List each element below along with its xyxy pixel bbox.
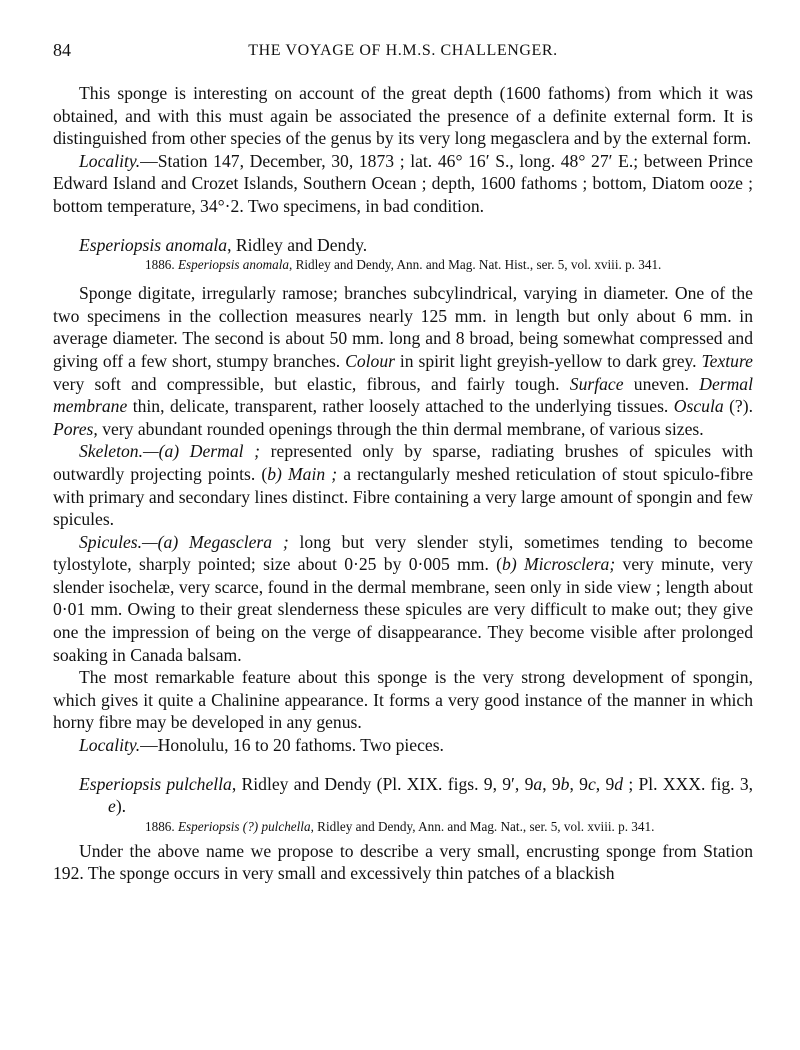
anomala-description: [53, 282, 753, 440]
megasclera-text: long but very slender styli, sometimes tending to become tylostylote, sharply pointed; size about 0·25 by 0·005 mm. (: [53, 531, 753, 575]
skeleton-main-text: a rectangularly meshed reticulation of stout spiculo-fibre with primary and secondary lines distinct. Fibre containing a very large amount of spongin and few spicules.: [53, 463, 754, 530]
species-authors: , Ridley and Dendy (Pl. XIX. figs. 9, 9′, 9: [231, 773, 534, 794]
ref-name: Esperiopsis anomala: [177, 257, 289, 273]
species-name: Esperiopsis pulchella: [79, 773, 232, 794]
spicules-label: Spicules.: [79, 531, 143, 552]
skeleton-main-label: ) Main ;: [276, 463, 338, 484]
fig-letter: a: [533, 773, 543, 794]
fig-letter: d: [614, 773, 624, 794]
page-header: [53, 40, 753, 68]
locality-label: Locality.: [79, 150, 141, 171]
species-name: Esperiopsis anomala: [79, 234, 228, 255]
skeleton-dermal-label: —(a) Dermal ;: [143, 441, 261, 462]
dermal-text: thin, delicate, transparent, rather loosely attached to the underlying tissues.: [127, 396, 674, 417]
megasclera-label: —(a) Megasclera ;: [142, 531, 289, 552]
species-heading-pulchella: [53, 773, 753, 818]
microsclera-label: ) Microsclera;: [510, 554, 616, 575]
pores-text: very abundant rounded openings through the thin dermal membrane, of various sizes.: [97, 418, 704, 439]
pulchella-description: Under the above name we propose to describe a very small, encrusting sponge from Station 192. The sponge occurs in very small and excessively thin patches of a blackish: [53, 840, 753, 884]
species-heading-anomala: [53, 234, 753, 257]
intro-paragraph: This sponge is interesting on account of the great depth (1600 fathoms) from which it was obtained, and with this must again be associated the presence of a definite external form. It is distinguished from other species of the genus by its very long megasclera and by the external form.: [53, 83, 753, 149]
fig-letter: b: [560, 773, 570, 794]
heading-end: ).: [115, 796, 127, 817]
skeleton-b-letter: b: [267, 463, 277, 484]
intro-locality: [53, 150, 753, 218]
anomala-locality: [53, 734, 753, 757]
fig-sep: , 9: [542, 773, 561, 794]
page: [53, 40, 753, 885]
pores-label: Pores,: [53, 418, 98, 439]
species-authors: , Ridley and Dendy.: [227, 234, 368, 255]
ref-year: 1886.: [145, 257, 175, 273]
anomala-remark: The most remarkable feature about this sponge is the very strong development of spongin, which gives it quite a Chalinine appearance. It forms a very good instance of the manner in which horny fibre may be developed in any genus.: [53, 667, 753, 733]
fig-letter: e: [108, 796, 116, 817]
ref-text: , Ridley and Dendy, Ann. and Mag. Nat., ser. 5, vol. xviii. p. 341.: [310, 818, 655, 834]
skeleton-label: Skeleton.: [79, 441, 143, 462]
locality-text: —Honolulu, 16 to 20 fathoms. Two pieces.: [140, 735, 444, 756]
page-number: 84: [53, 40, 71, 60]
spicules-b-letter: b: [502, 554, 511, 575]
reference-anomala: [53, 256, 753, 274]
dermal-label: Dermal membrane: [53, 373, 753, 417]
reference-pulchella: [53, 818, 753, 836]
ref-year: 1886.: [145, 818, 175, 834]
colour-text: in spirit light greyish-yellow to dark grey.: [395, 350, 702, 371]
oscula-label: Oscula: [673, 396, 724, 417]
locality-label: Locality.: [79, 735, 141, 756]
desc-text: Sponge digitate, irregularly ramose; branches subcylindrical, varying in diameter. One of the two specimens in the collection measures nearly 125 mm. in length but only about 6 mm. in average diameter. The second is about 50 mm. long and 8 broad, being somewhat compressed and giving off a few short, stumpy branches.: [53, 283, 753, 371]
anomala-spicules: [53, 531, 753, 667]
ref-text: , Ridley and Dendy, Ann. and Mag. Nat. Hist., ser. 5, vol. xviii. p. 341.: [288, 257, 662, 273]
microsclera-text: very minute, very slender isochelæ, very scarce, found in the dermal membrane, seen only in side view ; length about 0·01 mm. Owing to their great slenderness these spicules are very difficult to make out; they give one the impression of being on the verge of disappearance. They become visible after prolonged soaking in Canada balsam.: [53, 554, 753, 665]
fig-sep: , 9: [569, 773, 588, 794]
running-title: THE VOYAGE OF H.M.S. CHALLENGER.: [248, 42, 558, 59]
colour-label: Colour: [345, 350, 395, 371]
skeleton-dermal-text: represented only by sparse, radiating brushes of spicules with outwardly projecting points. (: [53, 441, 753, 484]
locality-text: —Station 147, December, 30, 1873 ; lat. 46° 16′ S., long. 48° 27′ E.; between Prince Edward Island and Crozet Islands, Southern Ocean ; depth, 1600 fathoms ; bottom, Diatom ooze ; bottom temperature, 34°·2. Two specimens, in bad condition.: [53, 150, 753, 216]
ref-name: Esperiopsis (?) pulchella: [177, 818, 311, 834]
oscula-text: (?).: [723, 396, 753, 417]
texture-label: Texture: [701, 350, 753, 371]
surface-label: Surface: [569, 373, 624, 394]
fig-letter: c: [587, 773, 596, 794]
fig-sep: , 9: [595, 773, 615, 794]
plate-ref: ; Pl. XXX. fig. 3,: [623, 773, 754, 794]
anomala-skeleton: [53, 440, 753, 530]
texture-text: very soft and compressible, but elastic, fibrous, and fairly tough.: [53, 373, 570, 394]
surface-text: uneven.: [623, 373, 700, 394]
